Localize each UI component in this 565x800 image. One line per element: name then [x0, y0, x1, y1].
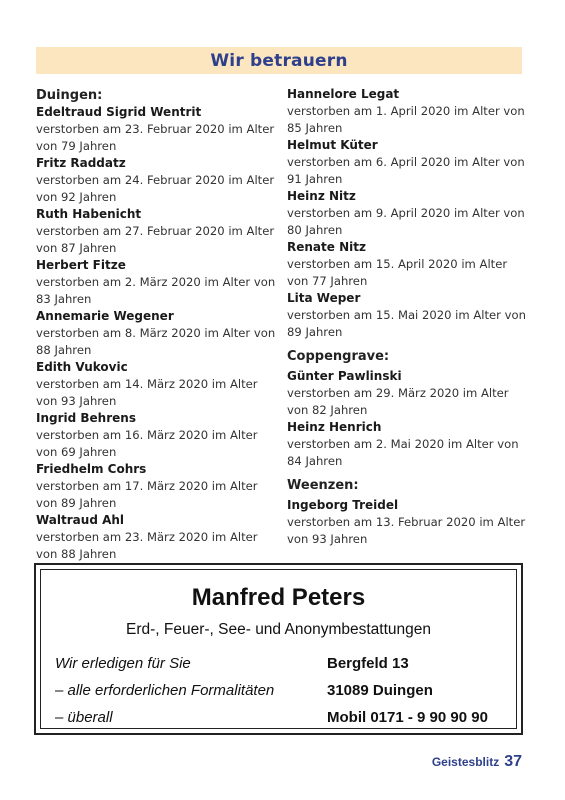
entry-name: Heinz Henrich [287, 420, 382, 434]
entry-name: Günter Pawlinski [287, 369, 402, 383]
region-heading-weenzen: Weenzen: [287, 478, 359, 493]
entry-text: verstorben am 23. März 2020 im Alter von 88 Jahren [36, 530, 258, 561]
obituary-entry [36, 155, 276, 205]
section-title: Wir betrauern [210, 50, 348, 71]
entry-name: Friedhelm Cohrs [36, 462, 147, 476]
obituary-entry [36, 206, 276, 256]
ad-slogan-line: – alle erforderlichen Formalitäten [55, 682, 275, 699]
magazine-name: Geistesblitz [431, 755, 500, 769]
entry-text: verstorben am 14. März 2020 im Alter von 93 Jahren [36, 377, 258, 408]
entry-text: verstorben am 15. April 2020 im Alter von 77 Jahren [287, 257, 508, 288]
advertisement-inner-frame [40, 569, 517, 729]
page-footer [432, 753, 522, 771]
ad-address-city: 31089 Duingen [327, 682, 433, 699]
obituary-entry [287, 239, 527, 289]
obituary-entry [287, 368, 527, 418]
entry-text: verstorben am 9. April 2020 im Alter von 80 Jahren [287, 206, 525, 237]
entry-name: Renate Nitz [287, 240, 366, 254]
obituary-entry [36, 410, 276, 460]
obituary-entry [287, 86, 527, 136]
entry-text: verstorben am 17. März 2020 im Alter von 89 Jahren [36, 479, 258, 510]
obituary-entry [36, 461, 276, 511]
obituary-entry [287, 290, 527, 340]
entry-text: verstorben am 24. Februar 2020 im Alter von 92 Jahren [36, 173, 275, 204]
obituary-entry [287, 419, 527, 469]
obituary-entry [287, 137, 527, 187]
entry-text: verstorben am 13. Februar 2020 im Alter von 93 Jahren [287, 515, 526, 546]
entry-name: Helmut Küter [287, 138, 378, 152]
obituary-entry [36, 257, 276, 307]
left-column [36, 86, 276, 563]
entry-text: verstorben am 1. April 2020 im Alter von 85 Jahren [287, 104, 525, 135]
entry-text: verstorben am 23. Februar 2020 im Alter von 79 Jahren [36, 122, 275, 153]
obituary-entry [36, 308, 276, 358]
advertisement-box [34, 563, 523, 735]
page-number: 37 [504, 753, 522, 770]
entry-name: Ingeborg Treidel [287, 498, 399, 512]
ad-slogan-line: – überall [55, 709, 113, 726]
entry-name: Annemarie Wegener [36, 309, 174, 323]
ad-phone: Mobil 0171 - 9 90 90 90 [327, 709, 488, 726]
entry-name: Edeltraud Sigrid Wentrit [36, 105, 202, 119]
entry-name: Heinz Nitz [287, 189, 356, 203]
entry-name: Ingrid Behrens [36, 411, 136, 425]
ad-slogan-line: Wir erledigen für Sie [55, 655, 191, 672]
right-column [287, 86, 527, 548]
ad-services: Erd-, Feuer-, See- und Anonymbestattungen [125, 621, 431, 638]
obituary-entry [36, 104, 276, 154]
region-heading-duingen: Duingen: [36, 88, 103, 103]
entry-text: verstorben am 15. Mai 2020 im Alter von 89 Jahren [287, 308, 526, 339]
entry-name: Lita Weper [287, 291, 361, 305]
entry-name: Hannelore Legat [287, 87, 400, 101]
entry-name: Herbert Fitze [36, 258, 126, 272]
entry-text: verstorben am 16. März 2020 im Alter von 69 Jahren [36, 428, 258, 459]
obituary-entry [36, 359, 276, 409]
entry-text: verstorben am 6. April 2020 im Alter von 91 Jahren [287, 155, 525, 186]
entry-name: Waltraud Ahl [36, 513, 125, 527]
ad-company-name: Manfred Peters [191, 584, 366, 611]
obituary-entry [36, 512, 276, 562]
entry-name: Fritz Raddatz [36, 156, 126, 170]
section-banner [36, 47, 522, 74]
entry-name: Edith Vukovic [36, 360, 128, 374]
entry-text: verstorben am 29. März 2020 im Alter von 82 Jahren [287, 386, 509, 417]
obituary-entry [287, 188, 527, 238]
region-heading-coppengrave: Coppengrave: [287, 349, 390, 364]
entry-text: verstorben am 8. März 2020 im Alter von 88 Jahren [36, 326, 276, 357]
entry-text: verstorben am 2. März 2020 im Alter von 83 Jahren [36, 275, 276, 306]
entry-text: verstorben am 27. Februar 2020 im Alter von 87 Jahren [36, 224, 275, 255]
ad-address-street: Bergfeld 13 [327, 655, 409, 672]
entry-text: verstorben am 2. Mai 2020 im Alter von 84 Jahren [287, 437, 519, 468]
entry-name: Ruth Habenicht [36, 207, 142, 221]
obituary-entry [287, 497, 527, 547]
